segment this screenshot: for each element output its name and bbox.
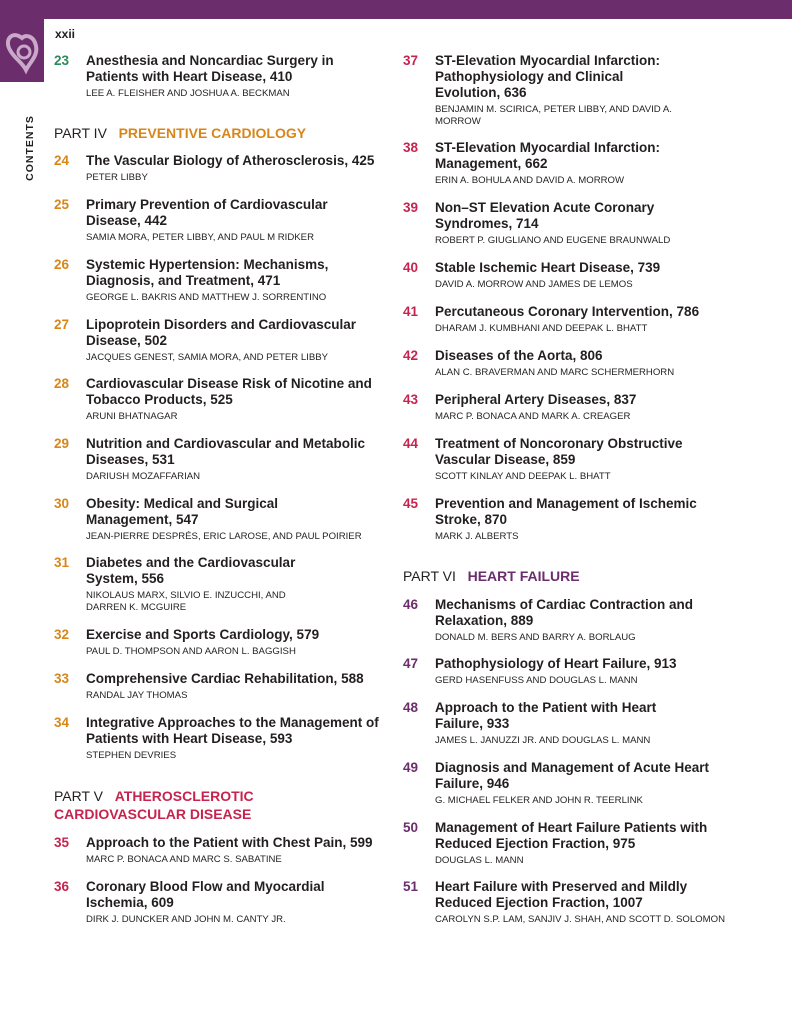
chapter-authors: CAROLYN S.P. LAM, SANJIV J. SHAH, AND SCOTT D. SOLOMON [435,914,726,925]
chapter-title: Exercise and Sports Cardiology, 579 [86,627,320,642]
chapter-title: Anesthesia and Noncardiac Surgery in Patients with Heart Disease, 410 [86,53,334,84]
chapter-number: 24 [54,153,70,168]
chapter-authors: ROBERT P. GIUGLIANO AND EUGENE BRAUNWALD [435,235,671,246]
chapter-number: 35 [54,835,70,850]
chapter-title: Diagnosis and Management of Acute Heart Failure, 946 [435,760,710,791]
chapter-authors: DONALD M. BERS AND BARRY A. BORLAUG [435,632,636,643]
chapter-number: 44 [403,436,419,451]
chapter-title: Integrative Approaches to the Management of Patients with Heart Disease, 593 [86,715,379,746]
chapter-title: Lipoprotein Disorders and Cardiovascular Disease, 502 [86,317,357,348]
part-heading [54,124,306,142]
chapter-number: 31 [54,555,70,570]
page-number: xxii [55,27,76,41]
part-label: PART IV [54,125,107,141]
chapter-authors: RANDAL JAY THOMAS [86,690,188,701]
chapter-number: 33 [54,671,70,686]
part-label: PART VI [403,568,456,584]
chapter-authors: STEPHEN DEVRIES [86,750,177,761]
chapter-authors: ALAN C. BRAVERMAN AND MARC SCHERMERHORN [435,367,675,378]
chapter-authors: PETER LIBBY [86,172,148,183]
chapter-number: 49 [403,760,419,775]
chapter-title: Pathophysiology of Heart Failure, 913 [435,656,677,671]
chapter-number: 47 [403,656,419,671]
chapter-number: 51 [403,879,419,894]
chapter-title: Diabetes and the Cardiovascular System, 556 [86,555,296,586]
chapter-authors: DARIUSH MOZAFFARIAN [86,471,201,482]
contents-side-label: CONTENTS [24,115,36,181]
chapter-number: 29 [54,436,70,451]
chapter-title: Primary Prevention of Cardiovascular Disease, 442 [86,197,328,228]
chapter-number: 28 [54,376,70,391]
chapter-authors: NIKOLAUS MARX, SILVIO E. INZUCCHI, AND DARREN K. MCGUIRE [86,590,286,613]
chapter-number: 34 [54,715,70,730]
chapter-title: Stable Ischemic Heart Disease, 739 [435,260,661,275]
part-heading [403,567,580,585]
chapter-authors: ERIN A. BOHULA AND DAVID A. MORROW [435,175,625,186]
chapter-number: 45 [403,496,419,511]
chapter-title: Systemic Hypertension: Mechanisms, Diagnosis, and Treatment, 471 [86,257,329,288]
chapter-number: 48 [403,700,419,715]
chapter-authors: DHARAM J. KUMBHANI AND DEEPAK L. BHATT [435,323,648,334]
chapter-number: 25 [54,197,70,212]
chapter-authors: JAMES L. JANUZZI JR. AND DOUGLAS L. MANN [435,735,651,746]
chapter-title: Cardiovascular Disease Risk of Nicotine and Tobacco Products, 525 [86,376,372,407]
chapter-title: Prevention and Management of Ischemic Stroke, 870 [435,496,697,527]
chapter-title: Peripheral Artery Diseases, 837 [435,392,637,407]
chapter-number: 41 [403,304,419,319]
chapter-number: 38 [403,140,419,155]
top-color-bar [0,0,792,19]
chapter-authors: BENJAMIN M. SCIRICA, PETER LIBBY, AND DAVID A. MORROW [435,104,672,127]
chapter-number: 32 [54,627,70,642]
chapter-number: 42 [403,348,419,363]
chapter-authors: SCOTT KINLAY AND DEEPAK L. BHATT [435,471,611,482]
chapter-number: 26 [54,257,70,272]
chapter-authors: SAMIA MORA, PETER LIBBY, AND PAUL M RIDKER [86,232,314,243]
chapter-title: The Vascular Biology of Atherosclerosis, 425 [86,153,375,168]
chapter-number: 37 [403,53,419,68]
chapter-title: Nutrition and Cardiovascular and Metabolic Diseases, 531 [86,436,366,467]
chapter-title: Diseases of the Aorta, 806 [435,348,603,363]
chapter-authors: DOUGLAS L. MANN [435,855,524,866]
chapter-authors: PAUL D. THOMPSON AND AARON L. BAGGISH [86,646,296,657]
chapter-number: 43 [403,392,419,407]
chapter-title: ST-Elevation Myocardial Infarction: Pathophysiology and Clinical Evolution, 636 [435,53,661,100]
chapter-title: Percutaneous Coronary Intervention, 786 [435,304,700,319]
chapter-authors: G. MICHAEL FELKER AND JOHN R. TEERLINK [435,795,643,806]
chapter-authors: ARUNI BHATNAGAR [86,411,178,422]
chapter-number: 30 [54,496,70,511]
part-name: PREVENTIVE CARDIOLOGY [118,125,307,141]
chapter-authors: JACQUES GENEST, SAMIA MORA, AND PETER LIBBY [86,352,329,363]
chapter-number: 50 [403,820,419,835]
part-name: HEART FAILURE [467,568,580,584]
chapter-authors: GERD HASENFUSS AND DOUGLAS L. MANN [435,675,638,686]
chapter-title: Non–ST Elevation Acute Coronary Syndromes, 714 [435,200,655,231]
chapter-authors: MARC P. BONACA AND MARK A. CREAGER [435,411,631,422]
chapter-title: Mechanisms of Cardiac Contraction and Relaxation, 889 [435,597,694,628]
heart-logo-icon [2,28,42,88]
chapter-title: Management of Heart Failure Patients with Reduced Ejection Fraction, 975 [435,820,708,851]
chapter-number: 36 [54,879,70,894]
chapter-authors: MARC P. BONACA AND MARC S. SABATINE [86,854,282,865]
chapter-authors: JEAN-PIERRE DESPRÉS, ERIC LAROSE, AND PAUL POIRIER [86,531,362,542]
part-heading [54,787,374,823]
chapter-authors: DAVID A. MORROW AND JAMES DE LEMOS [435,279,633,290]
chapter-title: Obesity: Medical and Surgical Management, 547 [86,496,279,527]
chapter-title: Comprehensive Cardiac Rehabilitation, 588 [86,671,364,686]
chapter-authors: MARK J. ALBERTS [435,531,519,542]
chapter-title: ST-Elevation Myocardial Infarction: Management, 662 [435,140,661,171]
chapter-number: 27 [54,317,70,332]
chapter-number: 40 [403,260,419,275]
chapter-title: Approach to the Patient with Chest Pain, 599 [86,835,373,850]
chapter-authors: LEE A. FLEISHER AND JOSHUA A. BECKMAN [86,88,290,99]
chapter-title: Coronary Blood Flow and Myocardial Ischemia, 609 [86,879,325,910]
chapter-authors: GEORGE L. BAKRIS AND MATTHEW J. SORRENTINO [86,292,327,303]
chapter-number: 46 [403,597,419,612]
part-label: PART V [54,788,104,804]
chapter-title: Approach to the Patient with Heart Failure, 933 [435,700,657,731]
part-name: ATHEROSCLEROTIC CARDIOVASCULAR DISEASE [54,788,254,822]
chapter-authors: DIRK J. DUNCKER AND JOHN M. CANTY JR. [86,914,286,925]
chapter-number: 39 [403,200,419,215]
chapter-number: 23 [54,53,70,68]
chapter-title: Treatment of Noncoronary Obstructive Vascular Disease, 859 [435,436,683,467]
chapter-title: Heart Failure with Preserved and Mildly Reduced Ejection Fraction, 1007 [435,879,688,910]
